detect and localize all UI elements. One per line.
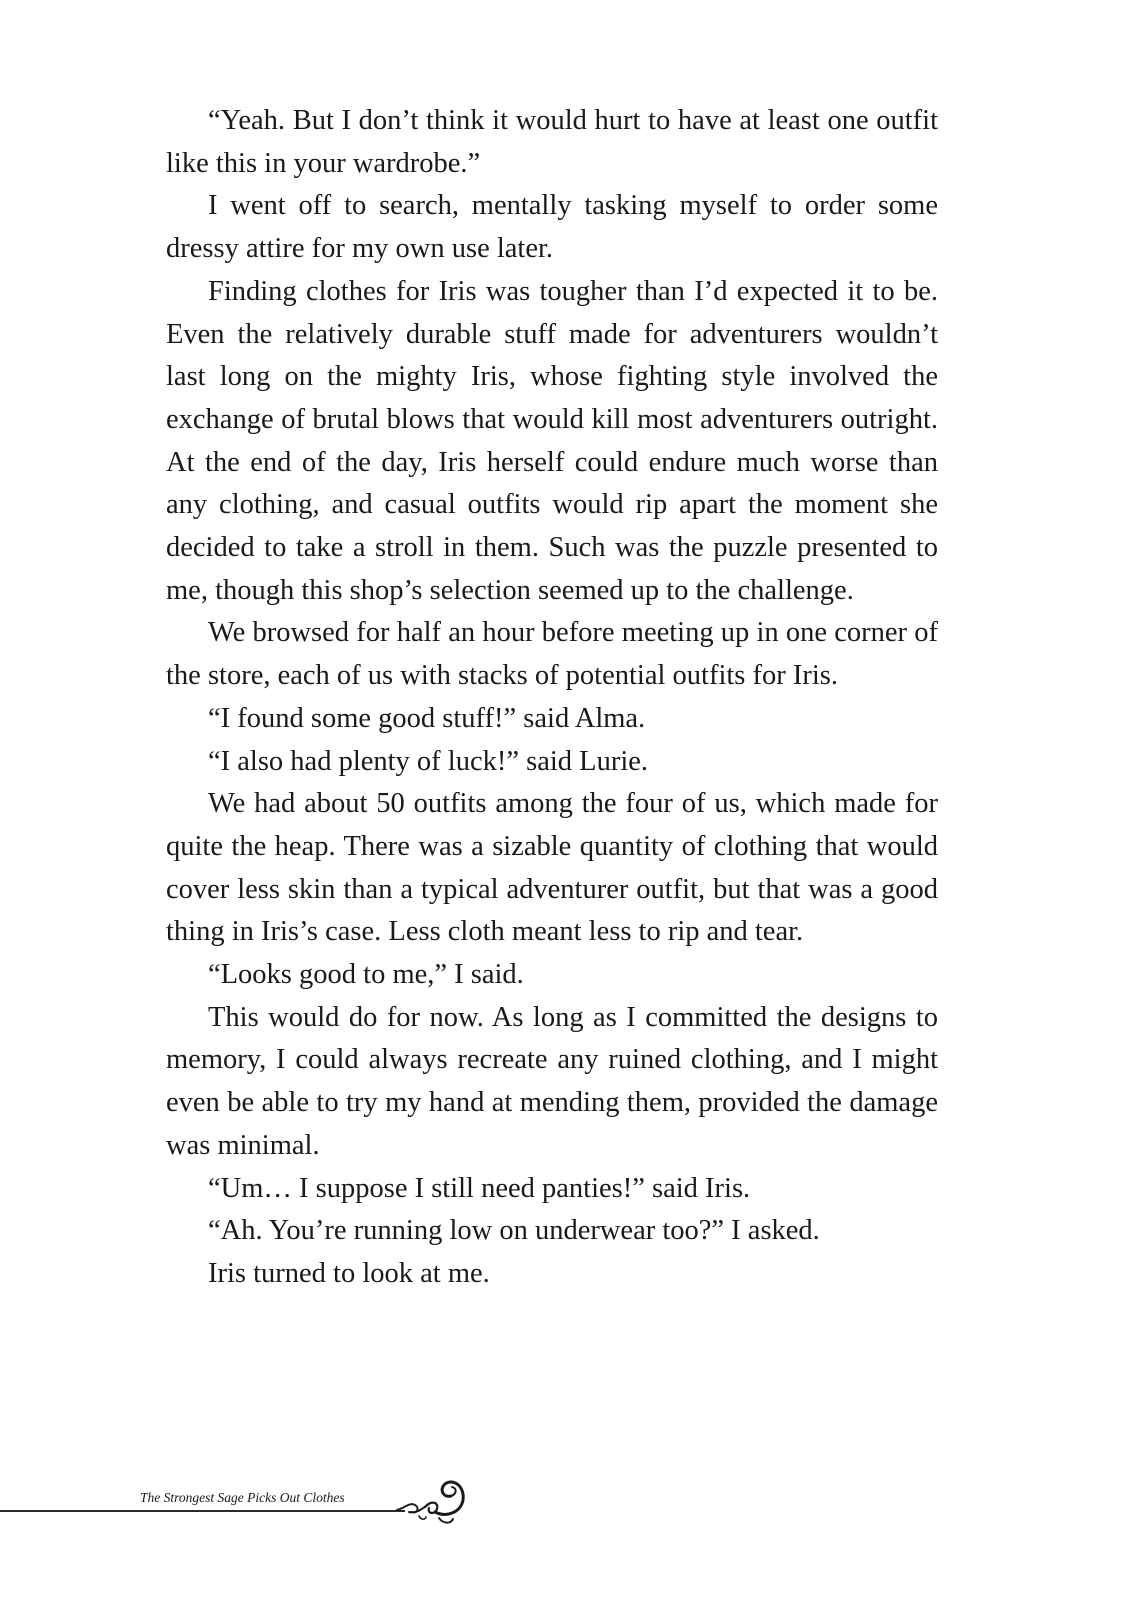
paragraph: We had about 50 outfits among the four of us, which made for quite the heap. There was a sizable quantity of clothing that would cover less skin than a typical adventurer outfit, but that was a good thing in Iris’s case. Less cloth meant less to rip and tear. (166, 788, 938, 948)
page-footer (0, 1470, 480, 1530)
paragraph: “I also had plenty of luck!” said Lurie. (208, 745, 649, 777)
paragraph: Iris turned to look at me. (208, 1257, 490, 1289)
paragraph: “Um… I suppose I still need panties!” said Iris. (208, 1172, 751, 1204)
paragraph: “I found some good stuff!” said Alma. (208, 702, 646, 734)
paragraph: “Yeah. But I don’t think it would hurt to have at least one outfit like this in your wardrobe.” (166, 105, 938, 179)
paragraph: Finding clothes for Iris was tougher than I’d expected it to be. Even the relatively durable stuff made for adventurers wouldn’t last long on the mighty Iris, whose fighting style involved the exchange of brutal blows that would kill most adventurers outright. At the end of the day, Iris herself could endure much worse than any clothing, and casual outfits would rip apart the moment she decided to take a stroll in them. Such was the puzzle presented to me, though this shop’s selection seemed up to the challenge. (166, 275, 938, 606)
running-title: The Strongest Sage Picks Out Clothes (140, 1490, 345, 1505)
paragraph: We browsed for half an hour before meeting up in one corner of the store, each of us with stacks of potential outfits for Iris. (166, 617, 938, 692)
paragraph: “Looks good to me,” I said. (208, 959, 524, 991)
paragraph: I went off to search, mentally tasking myself to order some dressy attire for my own use later. (166, 190, 938, 265)
flourish-ornament-icon (395, 1472, 475, 1530)
paragraph: “Ah. You’re running low on underwear too?” I asked. (208, 1215, 820, 1247)
page-body (166, 100, 938, 1296)
paragraph: This would do for now. As long as I committed the designs to memory, I could always recreate any ruined clothing, and I might even be able to try my hand at mending them, provided the damage was minimal. (166, 1001, 938, 1161)
footer-rule (0, 1510, 405, 1512)
